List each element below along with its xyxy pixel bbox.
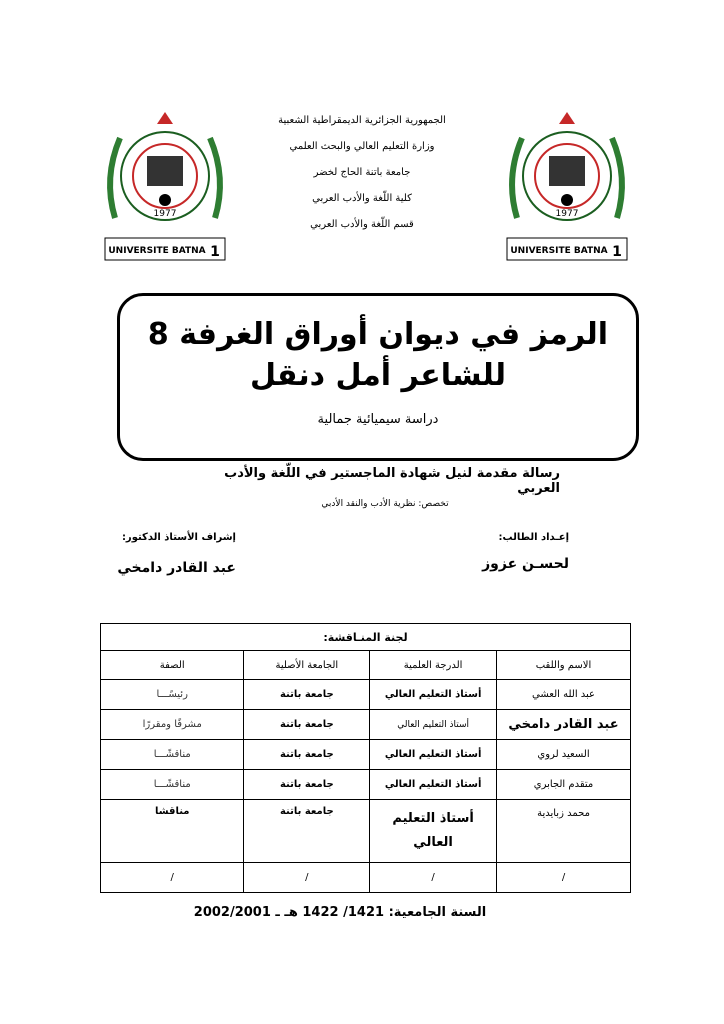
member-name: السعيد لروي xyxy=(497,740,631,770)
member-university: جامعة باتنة xyxy=(244,800,370,863)
thesis-title-line1: الرمز في ديوان أوراق الغرفة 8 xyxy=(147,317,609,352)
logo-number: 1 xyxy=(210,244,220,260)
specialization: تخصص: نظرية الأدب والنقد الأدبي xyxy=(321,499,449,509)
university-logo-left xyxy=(95,108,235,268)
header-rank: الدرجة العلمية xyxy=(370,651,497,680)
header-faculty: كلية اللّغة والأدب العربي xyxy=(312,193,412,204)
student-name: لحسـن عزوز xyxy=(482,556,569,572)
member-rank: أستاذ التعليم العالي xyxy=(370,710,497,740)
thesis-note: رسالة مقدمة لنيل شهادة الماجستير في اللّغة والأدب العربي xyxy=(224,466,560,496)
supervisor-name: عبد القادر دامخي xyxy=(117,560,236,576)
member-university: جامعة باتنة xyxy=(244,710,370,740)
logo-year: 1977 xyxy=(153,209,177,219)
member-role: رئيسًـــا xyxy=(101,680,244,710)
member-name: عبد الله العشي xyxy=(497,680,631,710)
member-role: مشرفًا ومقررًا xyxy=(101,710,244,740)
committee-caption: لجنة المنـاقشة: xyxy=(101,624,631,651)
member-role: مناقشًـــا xyxy=(101,740,244,770)
member-role: مناقشا xyxy=(101,800,244,863)
logo-university-name: UNIVERSITE BATNA xyxy=(510,246,608,256)
member-rank: أستاذ التعليم العالي xyxy=(370,800,497,863)
table-row xyxy=(101,680,631,710)
table-row-blank xyxy=(101,863,631,893)
header-university: جامعة باتنة الحاج لخضر xyxy=(313,167,411,178)
header-name: الاسم واللقب xyxy=(497,651,631,680)
table-header-row xyxy=(101,651,631,680)
table-row xyxy=(101,800,631,863)
header-republic: الجمهورية الجزائرية الديمقراطية الشعبية xyxy=(278,115,446,126)
logo-university-name: UNIVERSITE BATNA xyxy=(108,246,206,256)
member-rank: أستاذ التعليم العالي xyxy=(370,680,497,710)
supervisor-label: إشراف الأستاذ الدكتور: xyxy=(121,532,236,543)
member-name: محمد زبايدية xyxy=(497,800,631,863)
title-box xyxy=(117,293,639,461)
member-university: جامعة باتنة xyxy=(244,740,370,770)
member-rank: أستاذ التعليم العالي xyxy=(370,770,497,800)
logo-number: 1 xyxy=(612,244,622,260)
header-ministry: وزارة التعليم العالي والبحث العلمي xyxy=(289,141,435,152)
thesis-subtitle: دراسة سيميائية جمالية xyxy=(317,412,439,427)
member-rank: أستاذ التعليم العالي xyxy=(370,740,497,770)
member-university: جامعة باتنة xyxy=(244,770,370,800)
member-role: مناقشًـــا xyxy=(101,770,244,800)
header-university: الجامعة الأصلية xyxy=(244,651,370,680)
student-label: إعـداد الطالب: xyxy=(498,532,569,543)
thesis-title-line2: للشاعر أمل دنقل xyxy=(249,358,506,393)
header-role: الصفة xyxy=(101,651,244,680)
university-logo-right xyxy=(497,108,637,268)
blank-cell: / xyxy=(497,863,631,893)
table-row xyxy=(101,770,631,800)
member-name: متقدم الجابري xyxy=(497,770,631,800)
institution-header xyxy=(230,108,494,238)
table-row xyxy=(101,710,631,740)
blank-cell: / xyxy=(101,863,244,893)
logo-year: 1977 xyxy=(555,209,579,219)
committee-table xyxy=(100,623,631,893)
blank-cell: / xyxy=(244,863,370,893)
blank-cell: / xyxy=(370,863,497,893)
academic-year: السنة الجامعية: 1421/ 1422 هـ ـ 2002/2001 xyxy=(193,905,487,920)
member-university: جامعة باتنة xyxy=(244,680,370,710)
table-row xyxy=(101,740,631,770)
member-name: عبد القادر دامخي xyxy=(497,710,631,740)
header-department: قسم اللّغة والأدب العربي xyxy=(310,219,414,230)
